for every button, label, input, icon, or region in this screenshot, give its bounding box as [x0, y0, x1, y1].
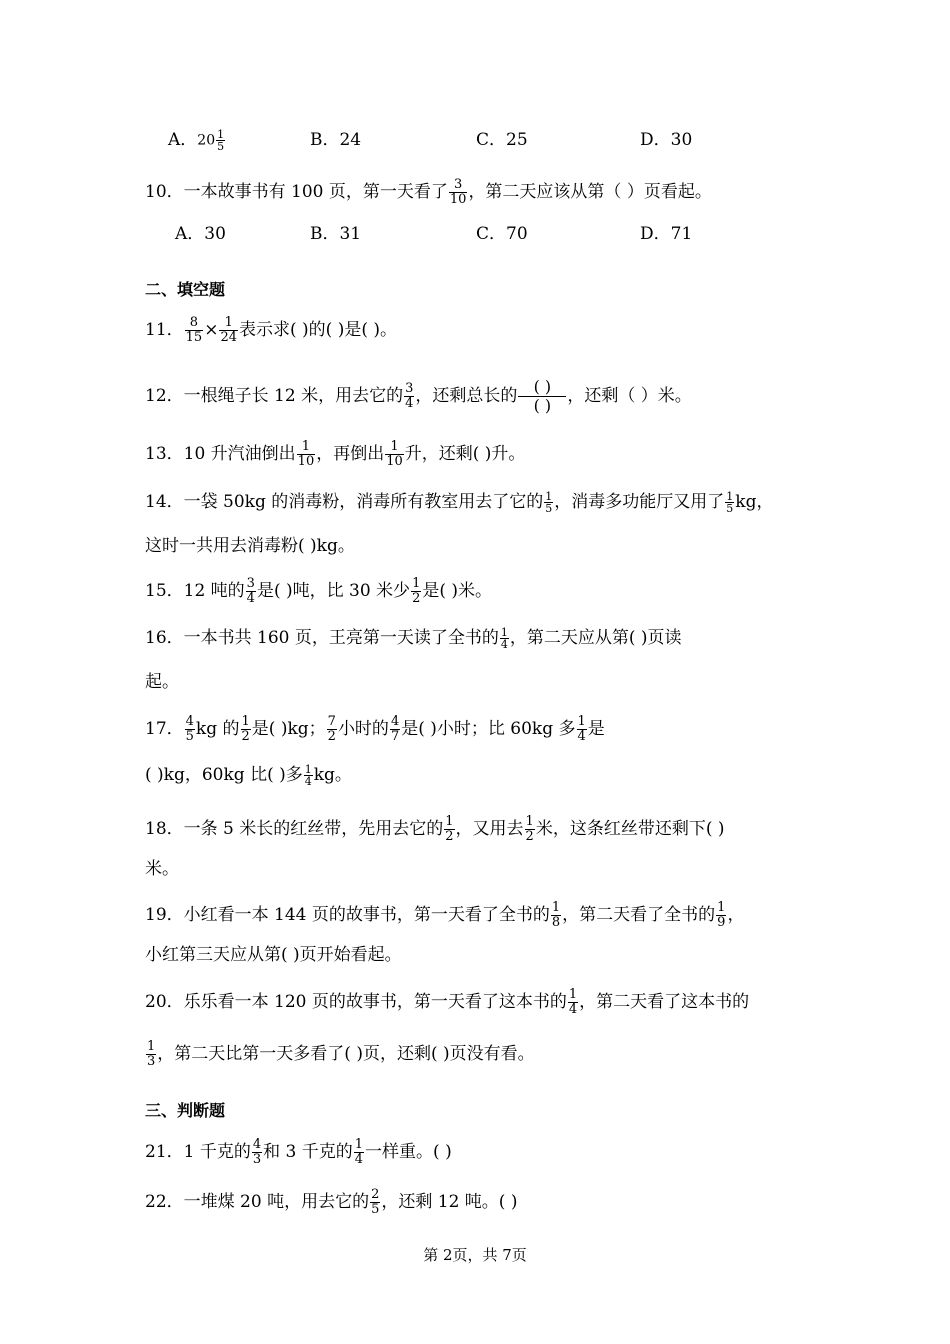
question-19-line-2: 小红第三天应从第( )页开始看起。: [145, 945, 402, 965]
section-2-heading: 二、填空题: [145, 280, 226, 299]
question-22: 22．一堆煤 20 吨，用去它的 $\frac{2}{5}$ ，还剩 12 吨。( ): [145, 1187, 518, 1217]
question-10: 10．一本故事书有 100 页，第一天看了 $\frac{3}{10}$ ，第二天应该从第（ ）页看起。: [145, 177, 712, 207]
question-15: 15．12 吨的 $\frac{3}{4}$ 是( )吨，比 30 米少 $\frac{1}{2}$ 是( )米。: [145, 576, 493, 606]
question-14-line-2: 这时一共用去消毒粉( )kg。: [145, 536, 355, 556]
q9-option-b: B．24: [310, 130, 362, 150]
question-12: 12．一根绳子长 12 米，用去它的 $\frac{3}{4}$ ，还剩总长的 $\frac{( )}{( )}$ ，还剩（ ）米。: [145, 377, 692, 415]
q9-option-a: A．20 $\frac{1}{5}$: [168, 128, 225, 153]
question-14: 14．一袋 50kg 的消毒粉，消毒所有教室用去了它的 $\frac{1}{5}$ ，消毒多功能厅又用了 $\frac{1}{5}$ kg，: [145, 490, 774, 515]
question-17-line-2: ( )kg，60kg 比( )多 $\frac{1}{4}$ kg。: [145, 763, 352, 788]
question-11: 11． $\frac{8}{15}$ × $\frac{1}{24}$ 表示求( )的( )是( )。: [145, 315, 397, 345]
question-20: 20．乐乐看一本 120 页的故事书，第一天看了这本书的 $\frac{1}{4}$ ，第二天看了这本书的: [145, 987, 750, 1017]
page-footer: 第 2页，共 7页: [423, 1246, 527, 1264]
q10-option-c: C．70: [476, 224, 528, 244]
q10-option-b: B．31: [310, 224, 362, 244]
question-18-line-2: 米。: [145, 859, 179, 879]
q9-option-d: D．30: [640, 130, 693, 150]
question-13: 13．10 升汽油倒出 $\frac{1}{10}$ ，再倒出 $\frac{1}{10}$ 升，还剩( )升。: [145, 439, 526, 469]
q10-option-a: A．30: [175, 224, 226, 244]
question-18: 18．一条 5 米长的红丝带，先用去它的 $\frac{1}{2}$ ，又用去 $\frac{1}{2}$ 米，这条红丝带还剩下( ): [145, 814, 725, 844]
q9-option-c: C．25: [476, 130, 528, 150]
q10-option-d: D．71: [640, 224, 693, 244]
question-21: 21．1 千克的 $\frac{4}{3}$ 和 3 千克的 $\frac{1}{4}$ 一样重。( ): [145, 1137, 452, 1167]
question-16: 16．一本书共 160 页，王亮第一天读了全书的 $\frac{1}{4}$ ，第二天应从第( )页读: [145, 626, 682, 651]
section-3-heading: 三、判断题: [145, 1101, 226, 1120]
question-16-line-2: 起。: [145, 672, 179, 692]
question-20-line-2: $\frac{1}{3}$ ，第二天比第一天多看了( )页，还剩( )页没有看。: [147, 1039, 535, 1069]
question-17: 17． $\frac{4}{5}$ kg 的 $\frac{1}{2}$ 是( )kg； $\frac{7}{2}$ 小时的 $\frac{4}{7}$ 是( )小时；比 60kg 多 $\frac{1}{4}$ 是: [145, 714, 605, 744]
question-19: 19．小红看一本 144 页的故事书，第一天看了全书的 $\frac{1}{8}$ ，第二天看了全书的 $\frac{1}{9}$ ，: [145, 900, 745, 930]
